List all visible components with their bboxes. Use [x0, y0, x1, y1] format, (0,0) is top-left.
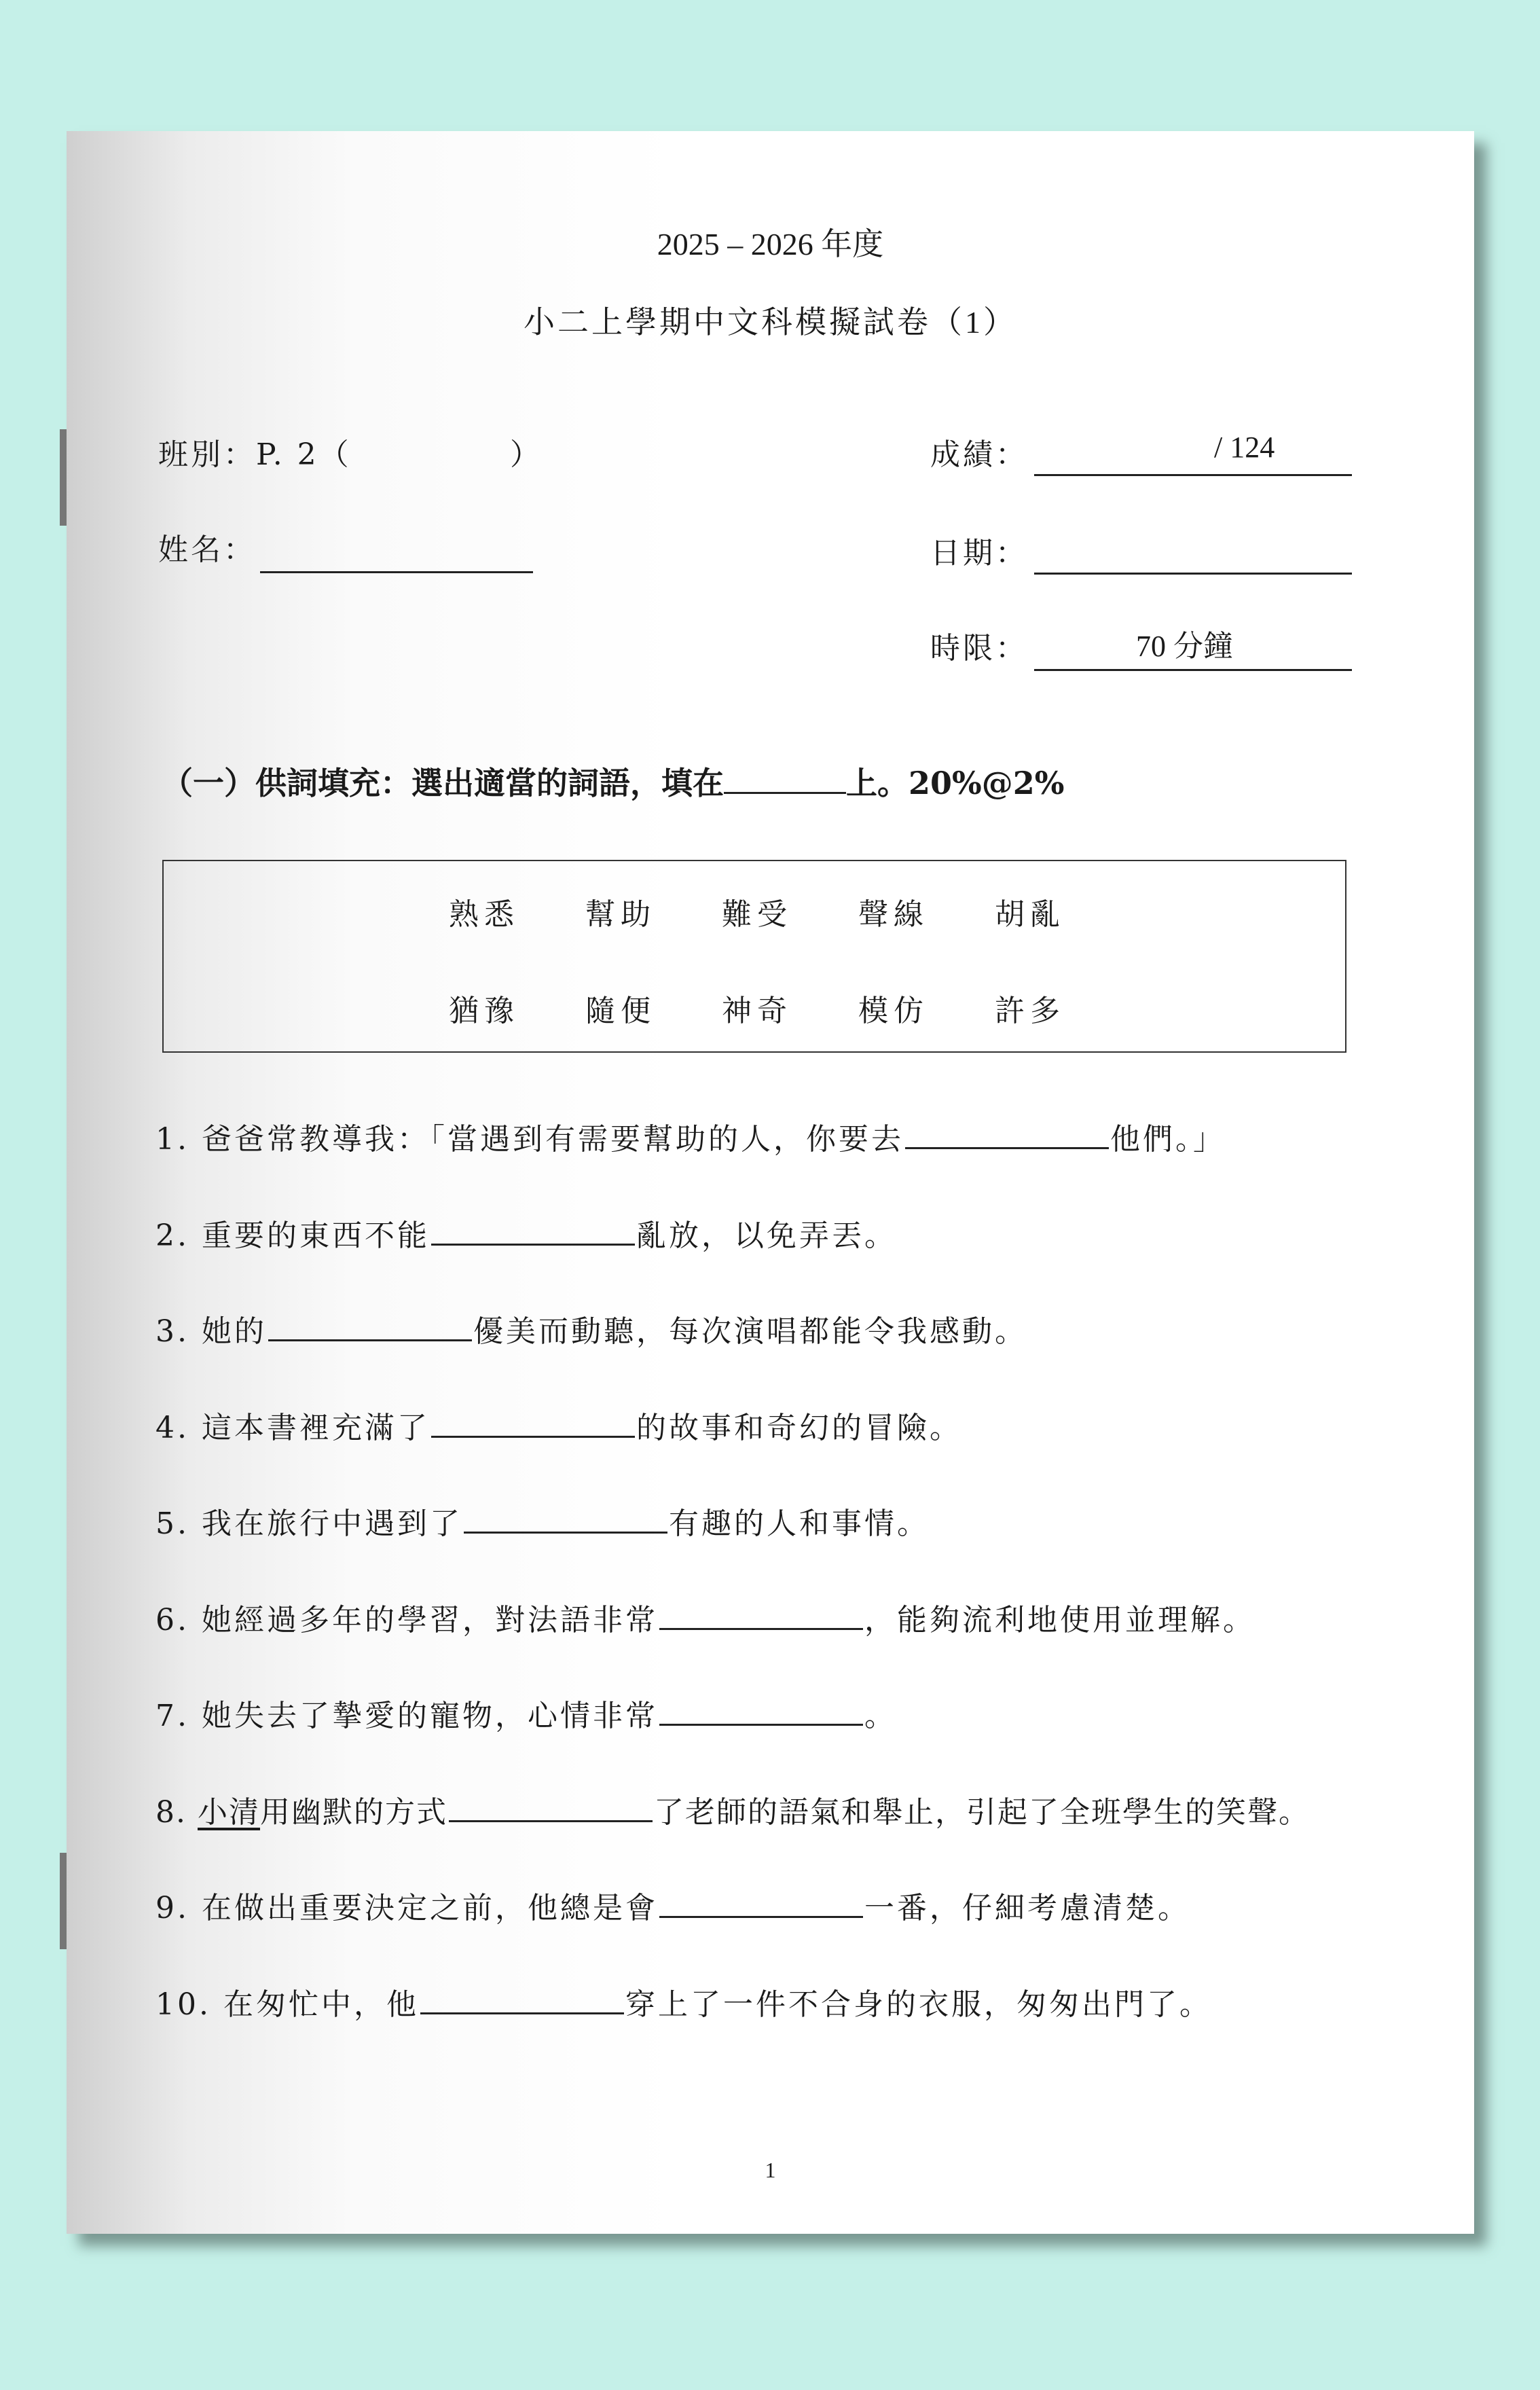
score-label: 成績：: [930, 437, 1028, 472]
binding-mark-bottom: [60, 1853, 67, 1949]
question-10: [155, 1980, 1212, 2023]
answer-blank[interactable]: [449, 1792, 653, 1822]
answer-blank[interactable]: [420, 1984, 624, 2014]
date-line[interactable]: [1034, 532, 1352, 575]
question-8: [155, 1788, 1310, 1831]
question-text-after: 的故事和奇幻的冒險。: [636, 1411, 962, 1445]
question-number: 1.: [155, 1122, 189, 1157]
question-text-before: 重要的東西不能: [201, 1218, 430, 1253]
question-text-after: 穿上了一件不合身的衣服，匆匆出門了。: [625, 1987, 1212, 2022]
section-heading-text: （一）供詞填充：選出適當的詞語，填在: [162, 765, 724, 801]
question-number: 7.: [155, 1699, 189, 1733]
heading-blank: [724, 765, 846, 794]
question-text-before: 她失去了摯愛的寵物，心情非常: [201, 1699, 658, 1733]
section-heading-marks: 上。20%@2%: [846, 765, 1065, 801]
question-text-before: 她的: [201, 1314, 267, 1349]
question-text-after: 了老師的語氣和舉止，引起了全班學生的笑聲。: [653, 1795, 1310, 1830]
question-text-after: 亂放，以免弄丟。: [636, 1218, 897, 1253]
answer-blank[interactable]: [659, 1599, 863, 1630]
answer-blank[interactable]: [431, 1407, 635, 1438]
answer-blank[interactable]: [905, 1119, 1109, 1149]
question-5: [155, 1499, 930, 1542]
class-close-bracket: ）: [510, 437, 543, 472]
question-text-before: 在匆忙中，他: [223, 1987, 419, 2022]
question-text-before: 她經過多年的學習，對法語非常: [201, 1603, 658, 1637]
class-label: 班別：P. 2（: [158, 437, 352, 472]
time-label: 時限：: [930, 631, 1028, 666]
name-label: 姓名：: [158, 532, 256, 567]
section-heading: [162, 759, 1064, 803]
question-number: 10.: [155, 1987, 211, 2022]
word-bank-item: 聲線: [858, 897, 929, 932]
question-3: [155, 1307, 1027, 1350]
exam-page: [67, 131, 1474, 2234]
question-9: [155, 1883, 1190, 1927]
question-text-after: 一番，仔細考慮清楚。: [864, 1891, 1190, 1925]
question-text-after: 。: [864, 1699, 897, 1733]
question-text-before: 爸爸常教導我：「當遇到有需要幫助的人，你要去: [201, 1122, 904, 1157]
answer-blank[interactable]: [268, 1311, 472, 1341]
word-bank-item: 神奇: [722, 994, 792, 1028]
question-text-before: 我在旅行中遇到了: [201, 1506, 462, 1541]
question-2: [155, 1211, 897, 1254]
question-text-before: 用幽默的方式: [259, 1795, 447, 1830]
question-text-before: 在做出重要決定之前，他總是會: [201, 1891, 658, 1925]
time-value: 70 分鐘: [1136, 630, 1233, 663]
question-4: [155, 1403, 962, 1447]
page-number: 1: [765, 2158, 776, 2182]
word-bank-item: 幫助: [585, 897, 656, 932]
question-text-before: 這本書裡充滿了: [201, 1411, 430, 1445]
school-year: 2025 – 2026 年度: [657, 227, 884, 261]
question-number: 2.: [155, 1218, 189, 1253]
word-bank-item: 模仿: [858, 994, 929, 1028]
question-number: 8.: [155, 1795, 187, 1830]
date-label: 日期：: [930, 536, 1028, 571]
word-bank-item: 熟悉: [449, 897, 519, 932]
word-bank-item: 隨便: [585, 994, 656, 1028]
proper-name: 小清: [197, 1795, 260, 1830]
score-line[interactable]: [1034, 433, 1352, 476]
question-number: 5.: [155, 1506, 189, 1541]
word-bank-item: 難受: [722, 897, 792, 932]
question-text-after: 有趣的人和事情。: [668, 1506, 930, 1541]
binding-mark-top: [60, 429, 67, 526]
question-number: 3.: [155, 1314, 189, 1349]
question-number: 6.: [155, 1603, 189, 1637]
score-total: / 124: [1214, 431, 1275, 464]
question-text-after: 他們。」: [1110, 1122, 1226, 1157]
name-line[interactable]: [260, 530, 533, 573]
answer-blank[interactable]: [659, 1695, 863, 1726]
answer-blank[interactable]: [659, 1887, 863, 1918]
question-number: 4.: [155, 1411, 189, 1445]
exam-title: 小二上學期中文科模擬試卷（1）: [524, 305, 1017, 340]
question-1: [155, 1115, 1226, 1158]
word-bank-box: [162, 860, 1346, 1053]
answer-blank[interactable]: [431, 1215, 635, 1246]
question-7: [155, 1691, 897, 1735]
question-text-after: ，能夠流利地使用並理解。: [864, 1603, 1255, 1637]
answer-blank[interactable]: [464, 1503, 667, 1534]
word-bank-item: 許多: [995, 994, 1065, 1028]
question-number: 9.: [155, 1891, 189, 1925]
word-bank-item: 猶豫: [449, 994, 519, 1028]
word-bank-item: 胡亂: [995, 897, 1065, 932]
question-6: [155, 1595, 1255, 1639]
question-text-after: 優美而動聽，每次演唱都能令我感動。: [473, 1314, 1027, 1349]
